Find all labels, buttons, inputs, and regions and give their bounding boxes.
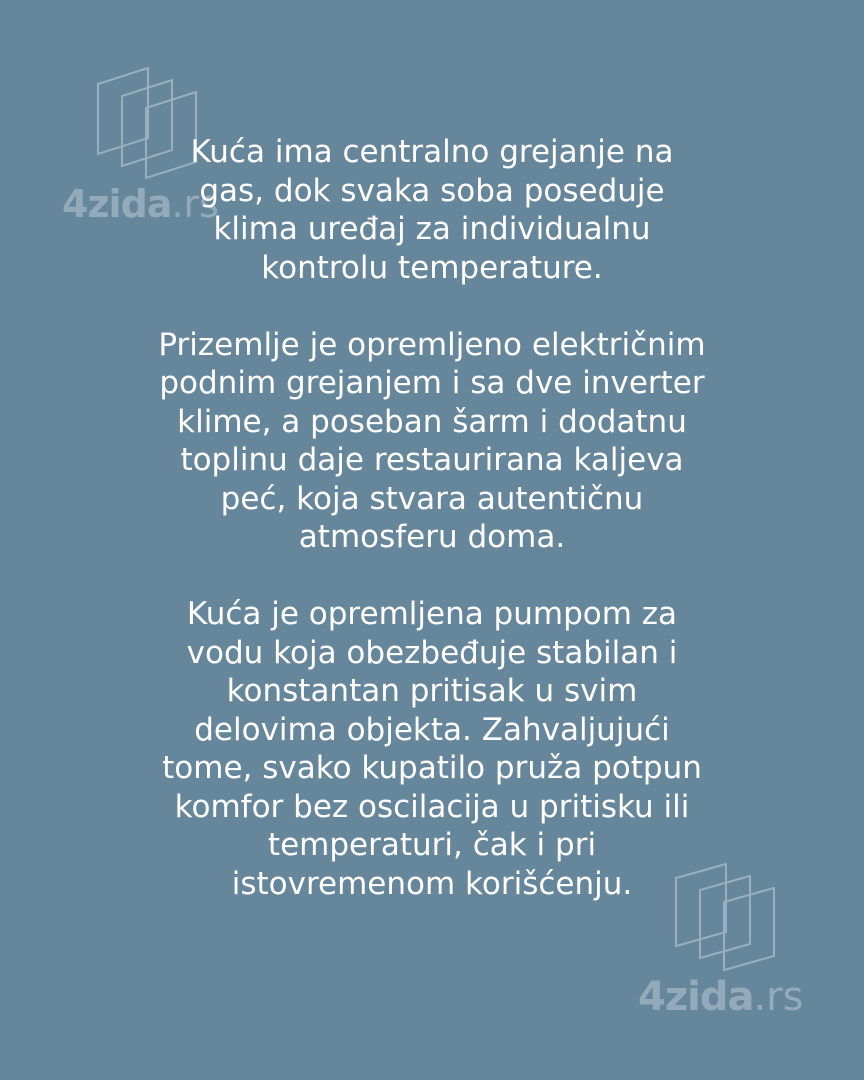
text-line: tome, svako kupatilo pruža potpun	[162, 750, 702, 786]
text-line: vodu koja obezbeđuje stabilan i	[186, 634, 678, 671]
text-line: Kuća je opremljena pumpom za	[186, 596, 678, 632]
text-line: temperaturi, čak i pri	[267, 827, 597, 863]
text-line: atmosferu doma.	[298, 519, 566, 555]
text-line: delovima objekta. Zahvaljujući	[194, 711, 670, 748]
text-line: klime, a poseban šarm i dodatnu	[177, 403, 687, 440]
description-text	[40, 133, 824, 942]
text-line: istovremenom korišćenju.	[231, 865, 633, 902]
text-line: konstantan pritisak u svim	[226, 673, 638, 709]
text-line: peć, koja stvara autentičnu	[220, 480, 644, 517]
text-line: Prizemlje je opremljeno električnim	[158, 326, 706, 363]
watermark-tld: .rs	[753, 974, 804, 1020]
text-line: kontrolu temperature.	[261, 249, 603, 286]
text-line: klima uređaj za individualnu	[213, 211, 651, 247]
text-line: Kuća ima centralno grejanje na	[190, 134, 674, 170]
paragraph-ground-floor	[40, 326, 824, 557]
watermark-brand: 4zida	[62, 182, 172, 226]
watermark-text-bottom	[638, 974, 803, 1020]
text-line: gas, dok svaka soba poseduje	[199, 172, 665, 209]
text-line: podnim grejanjem i sa dve inverter	[159, 365, 705, 401]
text-line: komfor bez oscilacija u pritisku ili	[174, 788, 690, 825]
paragraph-water-pump	[40, 595, 824, 903]
text-line: toplinu daje restaurirana kaljeva	[180, 442, 684, 478]
watermark-brand: 4zida	[638, 974, 754, 1020]
paragraph-heating	[40, 133, 824, 287]
watermark-tld: .rs	[171, 182, 219, 226]
